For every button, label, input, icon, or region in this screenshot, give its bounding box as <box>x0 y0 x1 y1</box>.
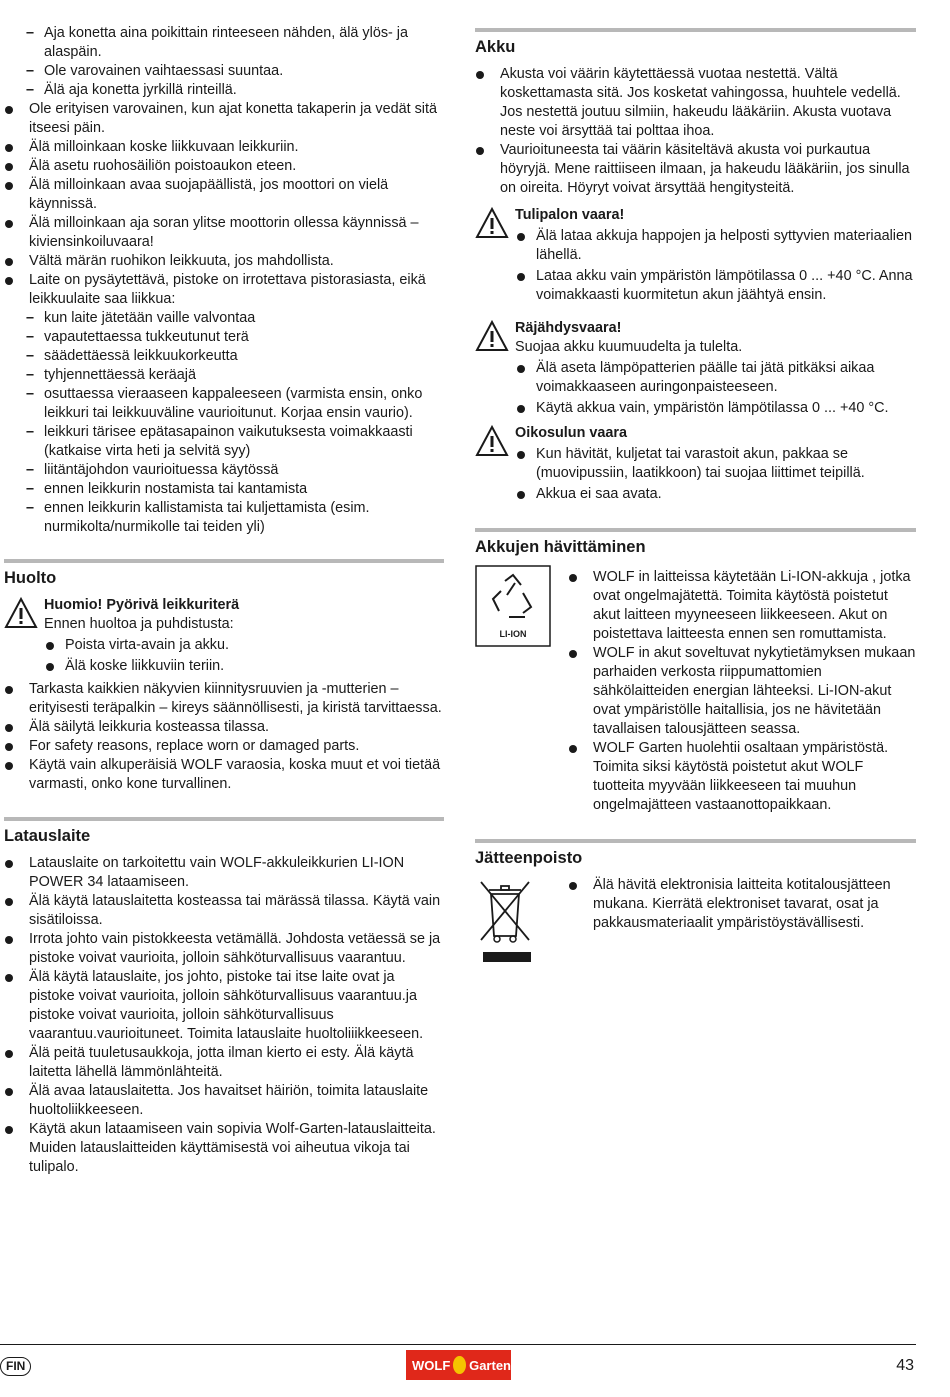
list-item: Akkua ei saa avata. <box>515 485 916 504</box>
language-badge: FIN <box>0 1357 31 1376</box>
list-item: Poista virta-avain ja akku. <box>44 636 444 655</box>
akkujen-havittaminen-section <box>475 528 916 815</box>
list-item: WOLF in laitteissa käytetään Li-ION-akkuja , jotka ovat ongelmajätettä. Toimita käytöstä poistetut akut laitteen myyneeseen liikkeeseen. Akut on poistettava laitteesta ennen sen romuttamista. <box>568 568 916 644</box>
list-item: Laite on pysäytettävä, pistoke on irrotettava pistorasiasta, eikä leikkuulaite saa liikkua: <box>4 271 444 309</box>
list-item: Älä asetu ruohosäiliön poistoaukon eteen. <box>4 157 444 176</box>
recycling-li-ion-icon <box>475 565 551 653</box>
list-item: – ennen leikkurin nostamista tai kantamista <box>4 480 444 499</box>
list-item: Ole erityisen varovainen, kun ajat konetta takaperin ja vedät sitä itseesi päin. <box>4 100 444 138</box>
list-item: Älä käytä latauslaite, jos johto, pistoke tai itse laite ovat ja pistoke voivat vaurioita, jolloin sähköturvallisuus vaarantuu.ja pistoke voivat vaurioita, jolloin sähköturvallisuus vaarantuu.vaurioituneet. Toimita latauslaite huoltoliiikkeeseen. <box>4 968 444 1044</box>
crossed-bin-icon <box>475 876 535 972</box>
logo-mark-icon <box>453 1356 466 1374</box>
slope-list <box>4 24 444 100</box>
list-item: Älä milloinkaan avaa suojapäällistä, jos moottori on vielä käynnissä. <box>4 176 444 214</box>
list-item: Vältä märän ruohikon leikkuuta, jos mahdollista. <box>4 252 444 271</box>
fire-warning <box>475 206 916 305</box>
list-item: – kun laite jätetään vaille valvontaa <box>4 309 444 328</box>
safety-list <box>4 100 444 309</box>
list-item: Tarkasta kaikkien näkyvien kiinnitysruuvien ja -mutterien – erityisesti teräpalkin – kireys säännöllisesti, ja kiristä tarvittaessa. <box>4 680 444 718</box>
list-item: Käytä akkua vain, ympäristön lämpötilassa 0 ... +40 °C. <box>515 399 916 418</box>
list-item: – Älä aja konetta jyrkillä rinteillä. <box>4 81 444 100</box>
warning-triangle-icon <box>4 597 38 629</box>
section-title: Latauslaite <box>4 817 444 846</box>
warning-title: Räjähdysvaara! <box>515 320 622 336</box>
warning-title: Tulipalon vaara! <box>515 207 625 223</box>
list-item: Käytä vain alkuperäisiä WOLF varaosia, koska muut et voi tietää varmasti, onko kone turvallinen. <box>4 756 444 794</box>
list-item: – vapautettaessa tukkeutunut terä <box>4 328 444 347</box>
warning-block <box>4 596 444 676</box>
list-item: Älä säilytä leikkuria kosteassa tilassa. <box>4 718 444 737</box>
list-item: Älä koske liikkuviin teriin. <box>44 657 444 676</box>
list-item: Älä hävitä elektronisia laitteita kotitalousjätteen mukana. Kierrätä elektroniset tavarat, osat ja pakkausmateriaalit ympäristöystävällisesti. <box>568 876 916 933</box>
list-item: – Ole varovainen vaihtaessasi suuntaa. <box>4 62 444 81</box>
list-item: Älä avaa latauslaitetta. Jos havaitset häiriön, toimita latauslaite huoltoliikkeeseen. <box>4 1082 444 1120</box>
section-title: Akku <box>475 28 916 57</box>
list-item: – liitäntäjohdon vaurioituessa käytössä <box>4 461 444 480</box>
page-number: 43 <box>896 1357 914 1374</box>
akku-section <box>475 28 916 504</box>
huolto-section <box>4 559 444 794</box>
explosion-warning <box>475 319 916 418</box>
warning-text: Suojaa akku kuumuudelta ja tulelta. <box>515 339 743 355</box>
section-title: Jätteenpoisto <box>475 839 916 868</box>
list-item: Latauslaite on tarkoitettu vain WOLF-akkuleikkurien LI-ION POWER 34 lataamiseen. <box>4 854 444 892</box>
list-item: For safety reasons, replace worn or damaged parts. <box>4 737 444 756</box>
list-item: – säädettäessä leikkuukorkeutta <box>4 347 444 366</box>
list-item: – Aja konetta aina poikittain rinteeseen nähden, älä ylös- ja alaspäin. <box>4 24 444 62</box>
list-item: – leikkuri tärisee epätasapainon vaikutuksesta voimakkaasti (katkaise virta heti ja selvitä syy) <box>4 423 444 461</box>
warning-text: Ennen huoltoa ja puhdistusta: <box>44 616 234 632</box>
list-item: Käytä akun lataamiseen vain sopivia Wolf-Garten-latauslaitteita. Muiden latauslaitteiden käyttämisestä voi aiheutua vikoja tai tulipalo. <box>4 1120 444 1177</box>
list-item: WOLF in akut soveltuvat nykytietämyksen mukaan parhaiden verkosta riippumattomien sähkölaitteiden energian lähteeksi. Li-ION-akut ovat ympäristölle haitallisia, jos ne hävitetään tavallaisen talousjätteen seassa. <box>568 644 916 739</box>
list-item: Akusta voi väärin käytettäessä vuotaa nestettä. Vältä koskettamasta sitä. Jos kosketat vahingossa, huuhtele vedellä. Jos nestettä joutuu silmiin, hakeudu lääkäriin. Akusta vuotava neste voi ärsyttää tai polttaa ihoa. <box>475 65 916 141</box>
list-item: Älä milloinkaan koske liikkuvaan leikkuriin. <box>4 138 444 157</box>
latauslaite-section <box>4 817 444 1177</box>
short-circuit-warning <box>475 424 916 504</box>
left-column <box>4 0 444 1177</box>
warning-title: Oikosulun vaara <box>515 425 627 441</box>
footer-divider <box>0 1344 916 1345</box>
logo-text-wolf: WOLF <box>412 1357 451 1373</box>
warning-triangle-icon <box>475 207 509 239</box>
list-item: Lataa akku vain ympäristön lämpötilassa 0 ... +40 °C. Anna voimakkaasti kuormitetun akun jäähtyä ensin. <box>515 267 916 305</box>
list-item: Älä peitä tuuletusaukkoja, jotta ilman kierto ei esty. Älä käytä laitetta lähellä lämmönlähteitä. <box>4 1044 444 1082</box>
wolf-garten-logo <box>406 1350 511 1380</box>
list-item: Vaurioituneesta tai väärin käsiteltävä akusta voi purkautua höyryjä. Mene raittiiseen ilmaan, ja hakeudu lääkäriin, jos sinulla on oireita. Höyryt voivat ärsyttää hengitysteitä. <box>475 141 916 198</box>
list-item: Irrota johto vain pistokkeesta vetämällä. Johdosta vetäessä se ja pistoke voivat vaurioita, jolloin sähköturvallisuus vaarantuu. <box>4 930 444 968</box>
stop-conditions-list <box>4 309 444 537</box>
logo-text-garten: Garten <box>469 1357 511 1373</box>
warning-triangle-icon <box>475 425 509 457</box>
list-item: Kun hävität, kuljetat tai varastoit akun, pakkaa se (muovipussiin, laatikkoon) tai suojaa liittimet teipillä. <box>515 445 916 483</box>
list-item: – tyhjennettäessä keräajä <box>4 366 444 385</box>
list-item: Älä käytä latauslaitetta kosteassa tai märässä tilassa. Käytä vain sisätiloissa. <box>4 892 444 930</box>
right-column <box>475 0 916 933</box>
section-title: Huolto <box>4 559 444 588</box>
svg-text:LI-ION: LI-ION <box>499 629 527 639</box>
list-item: – ennen leikkurin kallistamista tai kuljettamista (esim. nurmikolta/nurmikolle tai teiden yli) <box>4 499 444 537</box>
list-item: Älä aseta lämpöpatterien päälle tai jätä pitkäksi aikaa voimakkaaseen auringonpaisteeseen. <box>515 359 916 397</box>
warning-title: Huomio! Pyörivä leikkuriterä <box>44 597 240 613</box>
list-item: Älä milloinkaan aja soran ylitse moottorin ollessa käynnissä – kiviensinkoiluvaara! <box>4 214 444 252</box>
list-item: Älä lataa akkuja happojen ja helposti syttyvien materiaalien lähellä. <box>515 227 916 265</box>
warning-triangle-icon <box>475 320 509 352</box>
list-item: WOLF Garten huolehtii osaltaan ympäristöstä. Toimita siksi käytöstä poistetut akut WOLF tuotteita myyvään liikkeeseen tai muuhun ongelmajätteen vastaanottopaikkaan. <box>568 739 916 815</box>
section-title: Akkujen hävittäminen <box>475 528 916 557</box>
list-item: – osuttaessa vieraaseen kappaleeseen (varmista ensin, onko leikkuri tai leikkuuväline vaurioitunut. Korjaa ensin vaurio). <box>4 385 444 423</box>
jatteenpoisto-section <box>475 839 916 933</box>
